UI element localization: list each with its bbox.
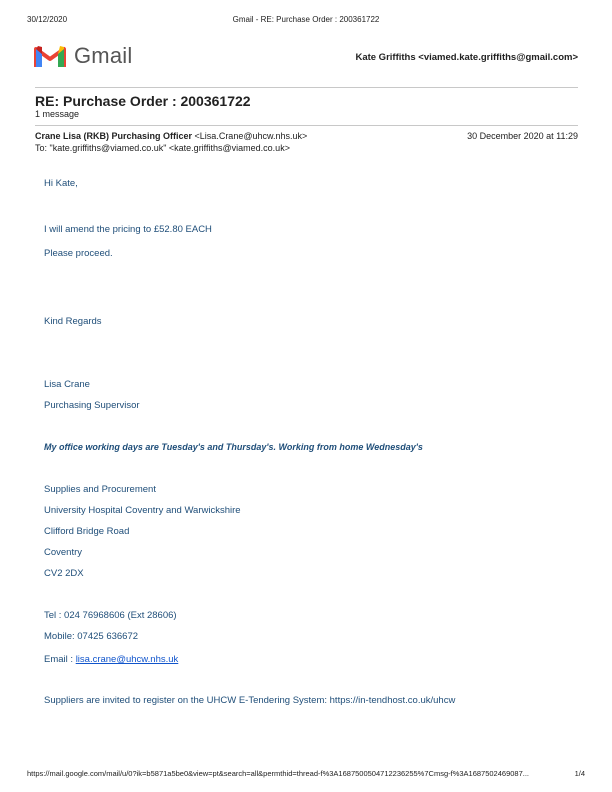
print-title: Gmail - RE: Purchase Order : 200361722	[232, 15, 380, 24]
closing: Kind Regards	[44, 316, 102, 327]
message-count: 1 message	[35, 109, 80, 119]
sender	[35, 131, 307, 141]
signature-title: Purchasing Supervisor	[44, 400, 140, 411]
recipient: To: "kate.griffiths@viamed.co.uk" <kate.griffiths@viamed.co.uk>	[35, 143, 290, 153]
footer-url: https://mail.google.com/mail/u/0?ik=b5871a5be0&view=pt&search=all&permthid=thread-f%3A1687500504712236255%7Cmsg-f%3A1687502469087...	[27, 769, 530, 778]
sender-email: <Lisa.Crane@uhcw.nhs.uk>	[192, 131, 308, 141]
working-days-note: My office working days are Tuesday's and Thursday's. Working from home Wednesday's	[44, 442, 423, 452]
gmail-logo-icon	[34, 43, 66, 69]
address-line-3: Clifford Bridge Road	[44, 526, 130, 537]
print-date: 30/12/2020	[27, 15, 68, 24]
sender-name: Crane Lisa (RKB) Purchasing Officer	[35, 131, 193, 141]
thread-subject: RE: Purchase Order : 200361722	[35, 93, 251, 109]
header-divider	[35, 87, 578, 88]
body-line-proceed: Please proceed.	[44, 248, 113, 259]
mobile: Mobile: 07425 636672	[44, 631, 139, 642]
email-link[interactable]: lisa.crane@uhcw.nhs.uk	[75, 654, 179, 665]
greeting: Hi Kate,	[44, 178, 78, 189]
suppliers-note: Suppliers are invited to register on the UHCW E-Tendering System: https://in-tendhost.co.uk/uhcw	[44, 695, 456, 706]
body-line-pricing: I will amend the pricing to £52.80 EACH	[44, 224, 212, 235]
message-date: 30 December 2020 at 11:29	[467, 131, 578, 141]
address-line-4: Coventry	[44, 547, 83, 558]
email-line	[44, 654, 178, 665]
message-divider	[35, 125, 578, 126]
address-line-1: Supplies and Procurement	[44, 484, 156, 495]
email-label: Email :	[44, 654, 76, 665]
account-name: Kate Griffiths <viamed.kate.griffiths@gmail.com>	[355, 52, 578, 63]
address-line-5: CV2 2DX	[44, 568, 84, 579]
address-line-2: University Hospital Coventry and Warwickshire	[44, 505, 241, 516]
signature-name: Lisa Crane	[44, 379, 90, 390]
telephone: Tel : 024 76968606 (Ext 28606)	[44, 610, 177, 621]
gmail-wordmark: Gmail	[74, 43, 133, 68]
page-number: 1/4	[574, 769, 585, 778]
